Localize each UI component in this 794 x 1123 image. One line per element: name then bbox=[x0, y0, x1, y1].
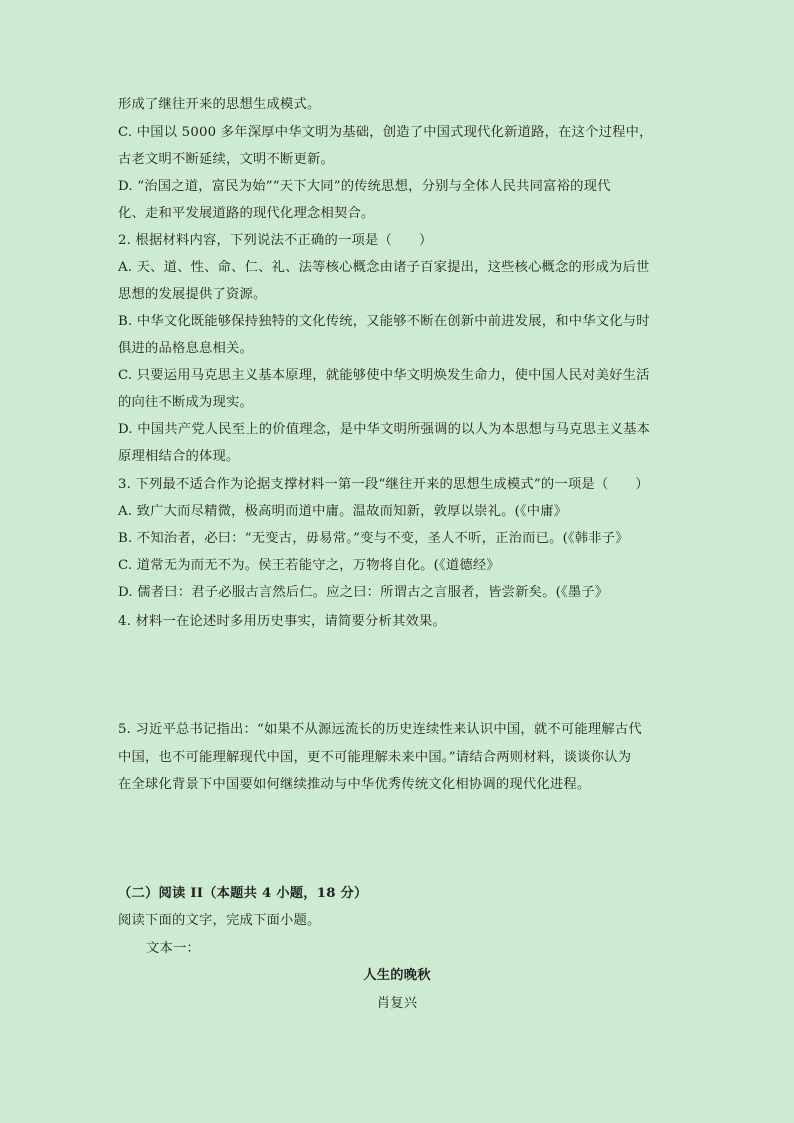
article-title: 人生的晚秋 bbox=[363, 968, 431, 983]
text-label: 文本一： bbox=[146, 941, 200, 956]
question-4: 4. 材料一在论述时多用历史事实，请简要分析其效果。 bbox=[118, 614, 446, 629]
question-3: 3. 下列最不适合作为论据支撑材料一第一段“继往开来的思想生成模式”的一项是（ ） bbox=[118, 477, 649, 492]
text-line: 的向往不断成为现实。 bbox=[118, 395, 253, 410]
text-line: 思想的发展提供了资源。 bbox=[118, 287, 267, 302]
option-c-line: C. 中国以 5000 多年深厚中华文明为基础，创造了中国式现代化新道路，在这个过程中， bbox=[118, 125, 653, 140]
option-d-line: D. 中国共产党人民至上的价值理念，是中华文明所强调的以人为本思想与马克思主义基本 bbox=[118, 422, 651, 437]
option-a-line: A. 天、道、性、命、仁、礼、法等核心概念由诸子百家提出，这些核心概念的形成为后世 bbox=[118, 260, 650, 275]
option-a-line: A. 致广大而尽精微，极高明而道中庸。温故而知新，敦厚以崇礼。(《中庸》 bbox=[118, 504, 568, 519]
question-5: 5. 习近平总书记指出：“如果不从源远流长的历史连续性来认识中国，就不可能理解古代 bbox=[118, 722, 642, 737]
option-d-line: D. 儒者曰：君子必服古言然后仁。应之曰：所谓古之言服者，皆尝新矣。(《墨子》 bbox=[118, 585, 609, 600]
text-line: 俱进的品格息息相关。 bbox=[118, 341, 253, 356]
text-line: 古老文明不断延续，文明不断更新。 bbox=[118, 152, 334, 167]
instruction-text: 阅读下面的文字，完成下面小题。 bbox=[118, 913, 321, 928]
section-heading: （二）阅读 II（本题共 4 小题，18 分） bbox=[118, 886, 368, 901]
option-b-line: B. 不知治者，必曰：“无变古，毋易常。”变与不变，圣人不听，正治而已。(《韩非子》 bbox=[118, 531, 629, 546]
text-line: 原理相结合的体现。 bbox=[118, 449, 240, 464]
text-line: 中国，也不可能理解现代中国，更不可能理解未来中国。”请结合两则材料，谈谈你认为 bbox=[118, 750, 632, 765]
text-line: 在全球化背景下中国要如何继续推动与中华优秀传统文化相协调的现代化进程。 bbox=[118, 777, 591, 792]
question-2: 2. 根据材料内容，下列说法不正确的一项是（ ） bbox=[118, 233, 433, 248]
option-c-line: C. 只要运用马克思主义基本原理，就能够使中华文明焕发生命力，使中国人民对美好生活 bbox=[118, 368, 650, 383]
option-d-line: D. “治国之道，富民为始”“天下大同”的传统思想，分别与全体人民共同富裕的现代 bbox=[118, 179, 611, 194]
text-line: 形成了继往开来的思想生成模式。 bbox=[118, 97, 321, 112]
option-b-line: B. 中华文化既能够保持独特的文化传统，又能够不断在创新中前进发展，和中华文化与时 bbox=[118, 314, 650, 329]
option-c-line: C. 道常无为而无不为。侯王若能守之，万物将自化。(《道德经》 bbox=[118, 558, 500, 573]
article-author: 肖复兴 bbox=[376, 996, 418, 1011]
text-line: 化、走和平发展道路的现代化理念相契合。 bbox=[118, 206, 375, 221]
